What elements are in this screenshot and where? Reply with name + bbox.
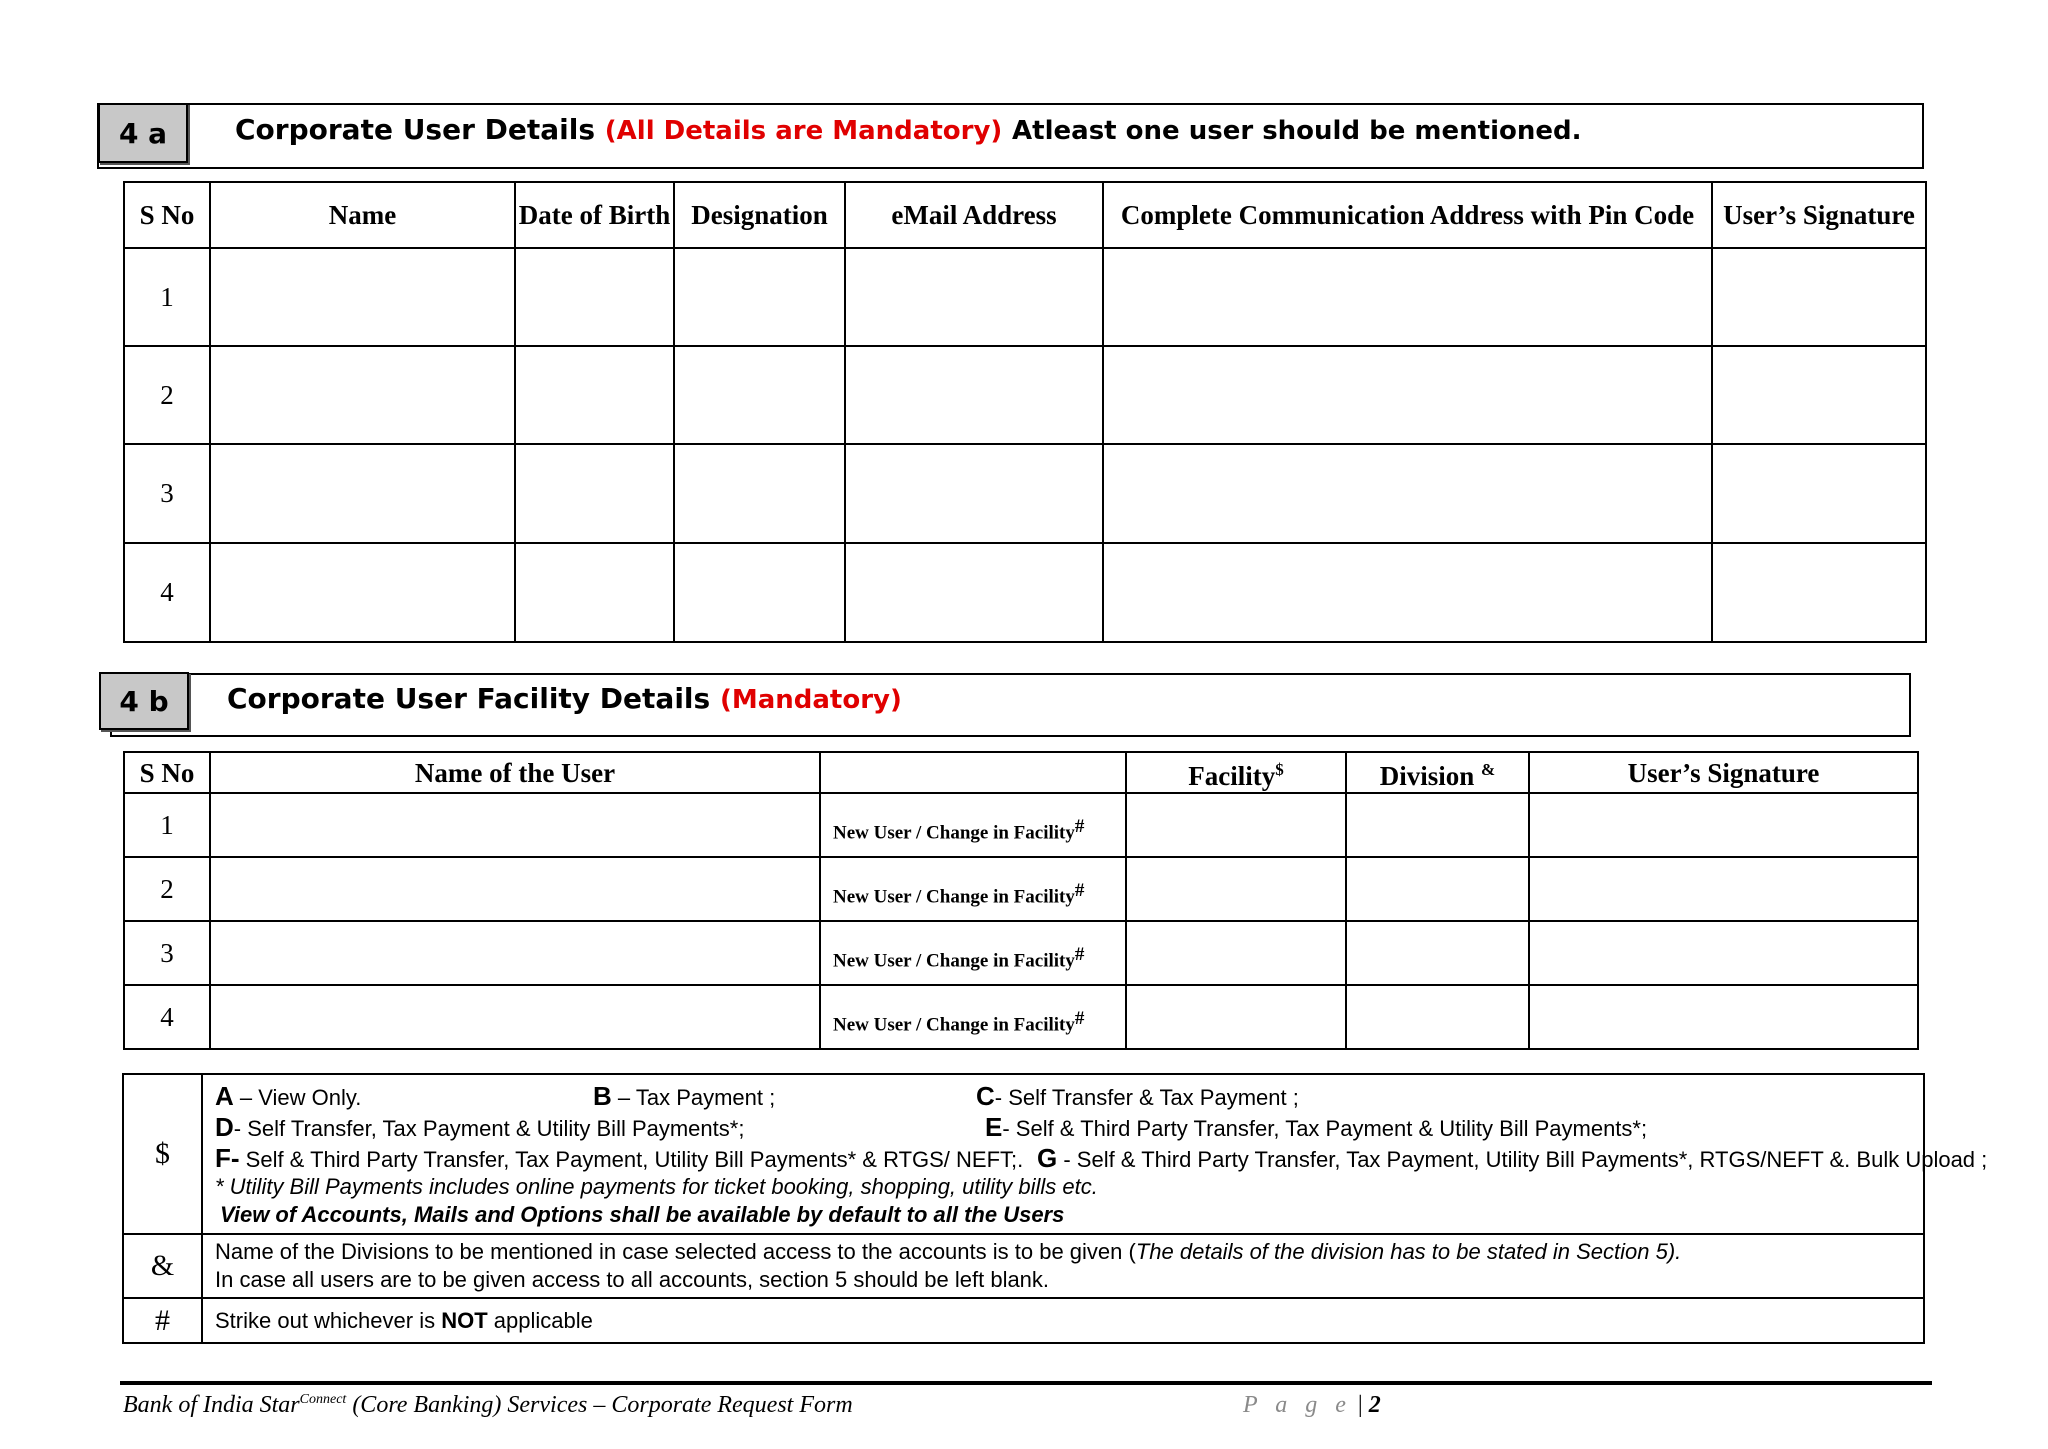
section-4b-title-text: Corporate User Facility Details: [227, 682, 711, 715]
request-type-cell[interactable]: [820, 921, 1126, 985]
col-header-address: Complete Communication Address with Pin Code: [1103, 182, 1712, 248]
table-header-row: [124, 182, 1926, 248]
legend-symbol-dollar: $: [123, 1074, 202, 1234]
request-type-text: New User / Change in Facility: [833, 822, 1075, 844]
row-sno: 2: [124, 346, 210, 444]
table-row: [124, 921, 1918, 985]
row-sno: 4: [124, 543, 210, 642]
legend-dollar-content: [202, 1074, 1988, 1234]
table-row: [124, 444, 1926, 543]
address-cell[interactable]: [1103, 346, 1712, 444]
strike-footnote-mark: #: [1074, 1007, 1085, 1029]
utility-note: * Utility Bill Payments includes online payments for ticket booking, shopping, utility bills etc.: [215, 1174, 1098, 1199]
table-row: [124, 248, 1926, 346]
col-header-signature: User’s Signature: [1712, 182, 1926, 248]
address-cell[interactable]: [1103, 543, 1712, 642]
division-footnote-mark: &: [1481, 759, 1496, 779]
table-row: [124, 793, 1918, 857]
name-cell[interactable]: [210, 248, 515, 346]
user-name-cell[interactable]: [210, 857, 820, 921]
user-name-cell[interactable]: [210, 985, 820, 1049]
signature-cell[interactable]: [1712, 248, 1926, 346]
option-c: C- Self Transfer & Tax Payment ;: [976, 1081, 1299, 1111]
division-cell[interactable]: [1346, 857, 1529, 921]
facility-cell[interactable]: [1126, 793, 1346, 857]
email-cell[interactable]: [845, 444, 1103, 543]
designation-cell[interactable]: [674, 444, 845, 543]
row-sno: 3: [124, 921, 210, 985]
col-header-sno: S No: [124, 752, 210, 793]
row-sno: 1: [124, 793, 210, 857]
request-type-cell[interactable]: [820, 857, 1126, 921]
col-header-sno: S No: [124, 182, 210, 248]
legend-symbol-ampersand: &: [123, 1234, 202, 1298]
table-header-row: [124, 752, 1918, 793]
section-4a-tag: 4 a: [98, 103, 188, 163]
address-cell[interactable]: [1103, 444, 1712, 543]
section-4b-mandatory-note: (Mandatory): [719, 685, 902, 715]
corporate-user-details-table: [123, 181, 1927, 643]
facility-cell[interactable]: [1126, 985, 1346, 1049]
section-4a-subtitle: Atleast one user should be mentioned.: [1012, 116, 1582, 146]
legend-row-ampersand: [123, 1234, 1924, 1298]
signature-cell[interactable]: [1529, 793, 1918, 857]
user-name-cell[interactable]: [210, 921, 820, 985]
footer-form-title: Bank of India Star$^{Connect}$ (Core Banking) Services – Corporate Request Form: [123, 1392, 853, 1418]
request-type-text: New User / Change in Facility: [833, 950, 1075, 972]
designation-cell[interactable]: [674, 248, 845, 346]
legend-line-abc: [215, 1081, 1923, 1112]
section-4a-mandatory-note: (All Details are Mandatory): [604, 116, 1003, 146]
facility-cell[interactable]: [1126, 921, 1346, 985]
name-cell[interactable]: [210, 444, 515, 543]
division-cell[interactable]: [1346, 793, 1529, 857]
section-4b-title: [227, 682, 902, 715]
col-header-division: [1346, 752, 1529, 793]
email-cell[interactable]: [845, 248, 1103, 346]
designation-cell[interactable]: [674, 543, 845, 642]
dob-cell[interactable]: [515, 346, 674, 444]
col-header-dob: Date of Birth: [515, 182, 674, 248]
facility-footnote-mark: $: [1275, 759, 1284, 779]
division-note-line1: Name of the Divisions to be mentioned in case selected access to the accounts is to be given (The details of the division has to be stated in Section 5).: [215, 1239, 1682, 1264]
footer-page-number: P a g e | 2: [1243, 1392, 1381, 1418]
dob-cell[interactable]: [515, 543, 674, 642]
signature-cell[interactable]: [1712, 346, 1926, 444]
option-g: G - Self & Third Party Transfer, Tax Payment, Utility Bill Payments*, RTGS/NEFT &. Bulk Upload ;: [1037, 1143, 1988, 1173]
dob-cell[interactable]: [515, 444, 674, 543]
legend-row-dollar: [123, 1074, 1924, 1234]
col-header-request-type: [820, 752, 1126, 793]
section-4b-tag: 4 b: [99, 672, 189, 730]
strike-footnote-mark: #: [1074, 879, 1085, 901]
option-b: B – Tax Payment ;: [593, 1081, 776, 1111]
legend-ampersand-content: [202, 1234, 1924, 1298]
legend-row-hash: [123, 1298, 1924, 1343]
option-e: E- Self & Third Party Transfer, Tax Payment & Utility Bill Payments*;: [985, 1112, 1648, 1142]
col-header-facility: [1126, 752, 1346, 793]
strike-footnote-mark: #: [1074, 943, 1085, 965]
option-f: F- Self & Third Party Transfer, Tax Payment, Utility Bill Payments* & RTGS/ NEFT;.: [215, 1143, 1024, 1173]
request-type-text: New User / Change in Facility: [833, 886, 1075, 908]
request-type-text: New User / Change in Facility: [833, 1014, 1075, 1036]
email-cell[interactable]: [845, 346, 1103, 444]
row-sno: 3: [124, 444, 210, 543]
section-4a-title-text: Corporate User Details: [235, 113, 596, 146]
signature-cell[interactable]: [1529, 985, 1918, 1049]
footer-rule: [120, 1381, 1932, 1385]
default-view-note: View of Accounts, Mails and Options shall be available by default to all the Users: [220, 1202, 1065, 1227]
section-4a-title: [235, 113, 1582, 146]
name-cell[interactable]: [210, 346, 515, 444]
legend-table: [122, 1073, 1988, 1344]
legend-symbol-hash: #: [123, 1298, 202, 1343]
row-sno: 1: [124, 248, 210, 346]
designation-cell[interactable]: [674, 346, 845, 444]
request-type-cell[interactable]: [820, 985, 1126, 1049]
division-note-line2: In case all users are to be given access to all accounts, section 5 should be left blank.: [215, 1267, 1050, 1292]
legend-line-fg: [215, 1143, 1988, 1174]
col-header-name: Name: [210, 182, 515, 248]
row-sno: 2: [124, 857, 210, 921]
col-header-user-name: Name of the User: [210, 752, 820, 793]
email-cell[interactable]: [845, 543, 1103, 642]
table-row: [124, 985, 1918, 1049]
corporate-user-facility-table: [123, 751, 1919, 1050]
signature-cell[interactable]: [1712, 444, 1926, 543]
request-type-cell[interactable]: [820, 793, 1126, 857]
user-name-cell[interactable]: [210, 793, 820, 857]
legend-hash-content: Strike out whichever is NOT applicable: [202, 1298, 1924, 1343]
option-a: A – View Only.: [215, 1081, 362, 1111]
division-label: Division: [1379, 760, 1475, 791]
signature-cell[interactable]: [1529, 857, 1918, 921]
name-cell[interactable]: [210, 543, 515, 642]
col-header-designation: Designation: [674, 182, 845, 248]
table-row: [124, 346, 1926, 444]
address-cell[interactable]: [1103, 248, 1712, 346]
signature-cell[interactable]: [1712, 543, 1926, 642]
division-cell[interactable]: [1346, 985, 1529, 1049]
facility-label: Facility: [1188, 760, 1276, 791]
division-cell[interactable]: [1346, 921, 1529, 985]
facility-cell[interactable]: [1126, 857, 1346, 921]
signature-cell[interactable]: [1529, 921, 1918, 985]
table-row: [124, 857, 1918, 921]
legend-line-de: [215, 1112, 1923, 1143]
option-d: D- Self Transfer, Tax Payment & Utility Bill Payments*;: [215, 1112, 745, 1142]
table-row: [124, 543, 1926, 642]
dob-cell[interactable]: [515, 248, 674, 346]
strike-footnote-mark: #: [1074, 815, 1085, 837]
col-header-signature: User’s Signature: [1529, 752, 1918, 793]
row-sno: 4: [124, 985, 210, 1049]
col-header-email: eMail Address: [845, 182, 1103, 248]
